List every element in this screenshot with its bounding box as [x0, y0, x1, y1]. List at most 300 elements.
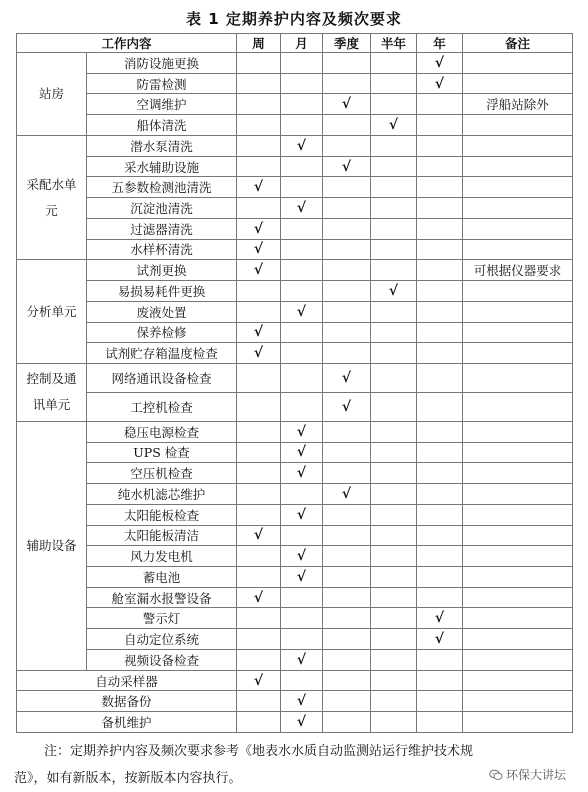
task-cell: 空调维护: [87, 94, 237, 115]
freq-cell-month: [281, 546, 323, 567]
freq-cell-halfyear: [371, 442, 417, 463]
note-cell: [463, 218, 573, 239]
freq-cell-month: [281, 421, 323, 442]
category-cell: 辅助设备: [17, 421, 87, 670]
task-cell: 采水辅助设施: [87, 156, 237, 177]
freq-cell-week: [237, 198, 281, 219]
freq-cell-halfyear: [371, 260, 417, 281]
freq-cell-year: [417, 239, 463, 260]
check-mark-icon: √: [296, 465, 307, 482]
freq-cell-week: [237, 177, 281, 198]
freq-cell-quarter: [323, 463, 371, 484]
task-cell: 防雷检测: [87, 73, 237, 94]
freq-cell-halfyear: [371, 670, 417, 691]
table-row: [17, 484, 573, 505]
freq-cell-quarter: [323, 218, 371, 239]
check-mark-icon: √: [341, 96, 352, 113]
check-mark-icon: √: [253, 672, 264, 689]
table-row: [17, 629, 573, 650]
note-cell: [463, 712, 573, 733]
freq-cell-week: [237, 156, 281, 177]
header-year: 年: [417, 34, 463, 53]
freq-cell-quarter: [323, 629, 371, 650]
note-cell: [463, 691, 573, 712]
note-cell: [463, 629, 573, 650]
freq-cell-quarter: [323, 94, 371, 115]
check-mark-icon: √: [434, 610, 445, 627]
freq-cell-month: [281, 525, 323, 546]
freq-cell-month: [281, 322, 323, 343]
freq-cell-halfyear: [371, 392, 417, 421]
freq-cell-week: [237, 504, 281, 525]
freq-cell-quarter: [323, 525, 371, 546]
check-mark-icon: √: [253, 589, 264, 606]
freq-cell-halfyear: [371, 364, 417, 393]
freq-cell-month: [281, 463, 323, 484]
table-row: [17, 53, 573, 74]
table-row: [17, 73, 573, 94]
freq-cell-week: [237, 239, 281, 260]
freq-cell-quarter: [323, 281, 371, 302]
freq-cell-year: [417, 463, 463, 484]
freq-cell-month: [281, 156, 323, 177]
table-row: [17, 546, 573, 567]
freq-cell-year: [417, 392, 463, 421]
header-halfyear: 半年: [371, 34, 417, 53]
table-row: [17, 364, 573, 393]
note-cell: [463, 587, 573, 608]
task-cell: 警示灯: [87, 608, 237, 629]
freq-cell-month: [281, 442, 323, 463]
freq-cell-halfyear: [371, 343, 417, 364]
check-mark-icon: √: [253, 345, 264, 362]
table-row: [17, 712, 573, 733]
freq-cell-month: [281, 629, 323, 650]
table-row: [17, 649, 573, 670]
note-cell: [463, 53, 573, 74]
check-mark-icon: √: [296, 651, 307, 668]
note-cell: [463, 484, 573, 505]
freq-cell-quarter: [323, 567, 371, 588]
freq-cell-week: [237, 670, 281, 691]
freq-cell-quarter: [323, 239, 371, 260]
table-row: [17, 691, 573, 712]
note-cell: [463, 135, 573, 156]
freq-cell-week: [237, 135, 281, 156]
check-mark-icon: √: [388, 282, 399, 299]
freq-cell-year: [417, 484, 463, 505]
freq-cell-week: [237, 281, 281, 302]
freq-cell-month: [281, 260, 323, 281]
freq-cell-week: [237, 421, 281, 442]
note-cell: 可根据仪器要求: [463, 260, 573, 281]
table-title: 表 1 定期养护内容及频次要求: [186, 10, 402, 28]
check-mark-icon: √: [341, 369, 352, 386]
task-cell: 备机维护: [17, 712, 237, 733]
task-cell: 试剂贮存箱温度检查: [87, 343, 237, 364]
note-cell: [463, 177, 573, 198]
freq-cell-week: [237, 218, 281, 239]
freq-cell-halfyear: [371, 198, 417, 219]
note-cell: [463, 421, 573, 442]
freq-cell-week: [237, 608, 281, 629]
freq-cell-week: [237, 364, 281, 393]
freq-cell-month: [281, 504, 323, 525]
check-mark-icon: √: [296, 137, 307, 154]
freq-cell-quarter: [323, 608, 371, 629]
task-cell: 工控机检查: [87, 392, 237, 421]
maintenance-table: [16, 33, 573, 733]
freq-cell-quarter: [323, 177, 371, 198]
check-mark-icon: √: [253, 324, 264, 341]
freq-cell-halfyear: [371, 94, 417, 115]
freq-cell-week: [237, 587, 281, 608]
freq-cell-week: [237, 546, 281, 567]
freq-cell-year: [417, 691, 463, 712]
freq-cell-halfyear: [371, 504, 417, 525]
task-cell: 消防设施更换: [87, 53, 237, 74]
freq-cell-halfyear: [371, 463, 417, 484]
check-mark-icon: √: [253, 220, 264, 237]
note-cell: [463, 546, 573, 567]
task-cell: 视频设备检查: [87, 649, 237, 670]
freq-cell-year: [417, 649, 463, 670]
table-row: [17, 177, 573, 198]
table-row: [17, 343, 573, 364]
note-cell: [463, 239, 573, 260]
freq-cell-year: [417, 53, 463, 74]
task-cell: UPS 检查: [87, 442, 237, 463]
freq-cell-halfyear: [371, 177, 417, 198]
check-mark-icon: √: [253, 241, 264, 258]
freq-cell-week: [237, 53, 281, 74]
freq-cell-halfyear: [371, 546, 417, 567]
table-row: [17, 156, 573, 177]
freq-cell-month: [281, 343, 323, 364]
freq-cell-quarter: [323, 53, 371, 74]
freq-cell-month: [281, 177, 323, 198]
note-cell: [463, 343, 573, 364]
freq-cell-quarter: [323, 156, 371, 177]
freq-cell-month: [281, 608, 323, 629]
category-cell: 采配水单元: [17, 135, 87, 259]
check-mark-icon: √: [296, 200, 307, 216]
note-cell: [463, 608, 573, 629]
task-cell: 潜水泵清洗: [87, 135, 237, 156]
freq-cell-halfyear: [371, 567, 417, 588]
task-cell: 蓄电池: [87, 567, 237, 588]
freq-cell-month: [281, 135, 323, 156]
freq-cell-year: [417, 322, 463, 343]
freq-cell-year: [417, 546, 463, 567]
freq-cell-year: [417, 218, 463, 239]
note-cell: [463, 281, 573, 302]
freq-cell-month: [281, 301, 323, 322]
table-row: [17, 670, 573, 691]
task-cell: 五参数检测池清洗: [87, 177, 237, 198]
freq-cell-year: [417, 94, 463, 115]
freq-cell-halfyear: [371, 156, 417, 177]
task-cell: 试剂更换: [87, 260, 237, 281]
freq-cell-quarter: [323, 442, 371, 463]
table-row: [17, 301, 573, 322]
task-cell: 数据备份: [17, 691, 237, 712]
freq-cell-quarter: [323, 364, 371, 393]
freq-cell-week: [237, 322, 281, 343]
freq-cell-month: [281, 281, 323, 302]
table-row: [17, 115, 573, 136]
freq-cell-halfyear: [371, 322, 417, 343]
freq-cell-year: [417, 343, 463, 364]
task-cell: 船体清洗: [87, 115, 237, 136]
freq-cell-month: [281, 587, 323, 608]
freq-cell-week: [237, 691, 281, 712]
footnote: [14, 738, 574, 792]
freq-cell-halfyear: [371, 239, 417, 260]
freq-cell-year: [417, 712, 463, 733]
note-cell: [463, 392, 573, 421]
freq-cell-year: [417, 587, 463, 608]
freq-cell-month: [281, 712, 323, 733]
freq-cell-year: [417, 260, 463, 281]
freq-cell-halfyear: [371, 73, 417, 94]
note-cell: [463, 649, 573, 670]
freq-cell-week: [237, 629, 281, 650]
freq-cell-year: [417, 525, 463, 546]
check-mark-icon: √: [296, 693, 307, 710]
freq-cell-year: [417, 135, 463, 156]
freq-cell-quarter: [323, 587, 371, 608]
freq-cell-quarter: [323, 392, 371, 421]
freq-cell-month: [281, 53, 323, 74]
freq-cell-quarter: [323, 546, 371, 567]
check-mark-icon: √: [253, 179, 264, 196]
category-cell: 分析单元: [17, 260, 87, 364]
check-mark-icon: √: [296, 714, 307, 731]
freq-cell-halfyear: [371, 525, 417, 546]
note-cell: [463, 504, 573, 525]
task-cell: 水样杯清洗: [87, 239, 237, 260]
freq-cell-quarter: [323, 691, 371, 712]
freq-cell-year: [417, 670, 463, 691]
note-cell: [463, 670, 573, 691]
freq-cell-week: [237, 115, 281, 136]
table-row: [17, 218, 573, 239]
check-mark-icon: √: [296, 423, 307, 440]
check-mark-icon: √: [341, 485, 352, 502]
header-month: 月: [281, 34, 323, 53]
header-quarter: 季度: [323, 34, 371, 53]
freq-cell-halfyear: [371, 281, 417, 302]
category-cell: 站房: [17, 53, 87, 136]
freq-cell-month: [281, 239, 323, 260]
freq-cell-halfyear: [371, 218, 417, 239]
freq-cell-halfyear: [371, 712, 417, 733]
freq-cell-week: [237, 463, 281, 484]
freq-cell-year: [417, 115, 463, 136]
task-cell: 网络通讯设备检查: [87, 364, 237, 393]
freq-cell-quarter: [323, 484, 371, 505]
check-mark-icon: √: [296, 303, 307, 320]
freq-cell-halfyear: [371, 421, 417, 442]
freq-cell-year: [417, 301, 463, 322]
header-note: 备注: [463, 34, 573, 53]
freq-cell-year: [417, 629, 463, 650]
freq-cell-week: [237, 442, 281, 463]
freq-cell-quarter: [323, 73, 371, 94]
note-cell: [463, 463, 573, 484]
task-cell: 太阳能板清洁: [87, 525, 237, 546]
check-mark-icon: √: [253, 262, 264, 279]
note-cell: [463, 525, 573, 546]
footnote-line-2: 范》，如有新版本，按新版本内容执行。: [14, 771, 242, 786]
task-cell: 太阳能板检查: [87, 504, 237, 525]
task-cell: 风力发电机: [87, 546, 237, 567]
check-mark-icon: √: [296, 568, 307, 585]
note-cell: [463, 567, 573, 588]
freq-cell-halfyear: [371, 115, 417, 136]
freq-cell-quarter: [323, 260, 371, 281]
freq-cell-year: [417, 281, 463, 302]
task-cell: 稳压电源检查: [87, 421, 237, 442]
task-cell: 过滤器清洗: [87, 218, 237, 239]
task-cell: 舱室漏水报警设备: [87, 587, 237, 608]
freq-cell-halfyear: [371, 301, 417, 322]
table-row: [17, 421, 573, 442]
check-mark-icon: √: [253, 527, 264, 544]
check-mark-icon: √: [388, 117, 399, 134]
check-mark-icon: √: [341, 158, 352, 175]
freq-cell-halfyear: [371, 484, 417, 505]
freq-cell-week: [237, 567, 281, 588]
table-row: [17, 322, 573, 343]
freq-cell-week: [237, 525, 281, 546]
freq-cell-month: [281, 649, 323, 670]
category-cell: 控制及通讯单元: [17, 364, 87, 422]
note-cell: [463, 198, 573, 219]
freq-cell-week: [237, 94, 281, 115]
check-mark-icon: √: [434, 54, 445, 71]
freq-cell-month: [281, 94, 323, 115]
freq-cell-halfyear: [371, 135, 417, 156]
footnote-line-1: 注：定期养护内容及频次要求参考《地表水水质自动监测站运行维护技术规: [44, 744, 474, 759]
header-category: 工作内容: [17, 34, 237, 53]
freq-cell-week: [237, 712, 281, 733]
watermark: [489, 766, 566, 783]
freq-cell-quarter: [323, 198, 371, 219]
task-cell: 废液处置: [87, 301, 237, 322]
note-cell: [463, 364, 573, 393]
freq-cell-month: [281, 392, 323, 421]
table-row: [17, 567, 573, 588]
task-cell: 沉淀池清洗: [87, 198, 237, 219]
header-row: [17, 34, 573, 53]
task-cell: 自动采样器: [17, 670, 237, 691]
freq-cell-week: [237, 260, 281, 281]
table-row: [17, 392, 573, 421]
freq-cell-quarter: [323, 322, 371, 343]
table-row: [17, 198, 573, 219]
freq-cell-quarter: [323, 670, 371, 691]
freq-cell-halfyear: [371, 691, 417, 712]
header-week: 周: [237, 34, 281, 53]
table-row: [17, 94, 573, 115]
table-row: [17, 463, 573, 484]
freq-cell-year: [417, 421, 463, 442]
freq-cell-week: [237, 343, 281, 364]
freq-cell-month: [281, 691, 323, 712]
task-cell: 自动定位系统: [87, 629, 237, 650]
freq-cell-week: [237, 301, 281, 322]
freq-cell-halfyear: [371, 608, 417, 629]
note-cell: [463, 156, 573, 177]
freq-cell-halfyear: [371, 649, 417, 670]
freq-cell-year: [417, 364, 463, 393]
table-row: [17, 504, 573, 525]
freq-cell-halfyear: [371, 53, 417, 74]
note-cell: [463, 301, 573, 322]
task-cell: 保养检修: [87, 322, 237, 343]
freq-cell-year: [417, 73, 463, 94]
check-mark-icon: √: [296, 548, 307, 565]
freq-cell-halfyear: [371, 629, 417, 650]
freq-cell-year: [417, 608, 463, 629]
table-row: [17, 525, 573, 546]
task-cell: 空压机检查: [87, 463, 237, 484]
wechat-icon: [489, 768, 503, 782]
freq-cell-quarter: [323, 649, 371, 670]
freq-cell-month: [281, 670, 323, 691]
freq-cell-year: [417, 156, 463, 177]
note-cell: [463, 442, 573, 463]
freq-cell-year: [417, 198, 463, 219]
table-row: [17, 135, 573, 156]
check-mark-icon: √: [341, 398, 352, 415]
freq-cell-month: [281, 567, 323, 588]
task-cell: 纯水机滤芯维护: [87, 484, 237, 505]
table-row: [17, 281, 573, 302]
freq-cell-month: [281, 115, 323, 136]
check-mark-icon: √: [296, 444, 307, 461]
note-cell: [463, 322, 573, 343]
freq-cell-quarter: [323, 115, 371, 136]
freq-cell-year: [417, 442, 463, 463]
freq-cell-quarter: [323, 421, 371, 442]
freq-cell-week: [237, 73, 281, 94]
table-row: [17, 239, 573, 260]
table-row: [17, 260, 573, 281]
table-row: [17, 442, 573, 463]
freq-cell-halfyear: [371, 587, 417, 608]
freq-cell-week: [237, 484, 281, 505]
freq-cell-year: [417, 177, 463, 198]
table-row: [17, 587, 573, 608]
freq-cell-quarter: [323, 135, 371, 156]
note-cell: 浮船站除外: [463, 94, 573, 115]
freq-cell-week: [237, 392, 281, 421]
freq-cell-year: [417, 504, 463, 525]
freq-cell-quarter: [323, 343, 371, 364]
freq-cell-month: [281, 73, 323, 94]
freq-cell-quarter: [323, 301, 371, 322]
note-cell: [463, 115, 573, 136]
table-row: [17, 608, 573, 629]
check-mark-icon: √: [434, 631, 445, 648]
freq-cell-month: [281, 218, 323, 239]
check-mark-icon: √: [434, 75, 445, 92]
check-mark-icon: √: [296, 506, 307, 523]
freq-cell-year: [417, 567, 463, 588]
